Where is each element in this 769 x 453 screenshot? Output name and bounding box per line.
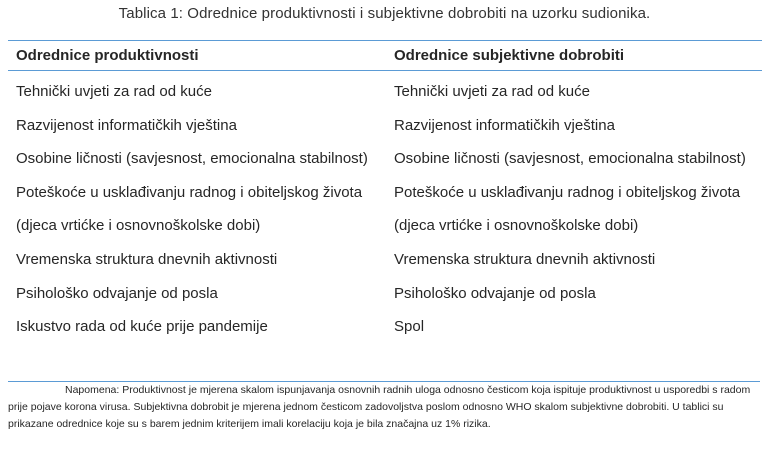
wellbeing-cell: Poteškoće u usklađivanju radnog i obiteljskog života (djeca vrtićke i osnovnoškolske dobi): [394, 183, 741, 235]
wellbeing-cell: Tehnički uvjeti za rad od kuće: [394, 83, 590, 100]
table-row: [8, 176, 762, 243]
table-header-row: [8, 41, 762, 70]
productivity-cell: Vremenska struktura dnevnih aktivnosti: [16, 250, 278, 268]
productivity-cell: Poteškoće u usklađivanju radnog i obiteljskog života (djeca vrtićke i osnovnoškolske dobi): [16, 183, 363, 235]
productivity-cell: Psihološko odvajanje od posla: [16, 284, 218, 302]
productivity-cell: Razvijenost informatičkih vještina: [16, 116, 237, 134]
wellbeing-cell: Razvijenost informatičkih vještina: [394, 116, 615, 134]
table-caption: Tablica 1: Odrednice produktivnosti i subjektivne dobrobiti na uzorku sudionika.: [118, 5, 651, 22]
header-productivity: Odrednice produktivnosti: [16, 47, 199, 64]
header-wellbeing: Odrednice subjektivne dobrobiti: [394, 47, 625, 64]
table-note: [8, 381, 760, 433]
note-text: Napomena: Produktivnost je mjerena skalom ispunjavanja osnovnih radnih uloga odnosno česticom koja ispituje produktivnost u usporedbi s radom prije pojave korona virusa. Subjektivna dobrobit je mjerena jednom česticom zadovoljstva poslom odnosno WHO skalom subjektivne dobrobiti. U tablici su prikazane odrednice koje su s barem jednim kriterijem imali korelaciju koja je bila značajna uz 1% rizika.: [8, 384, 751, 430]
productivity-cell: Iskustvo rada od kuće prije pandemije: [16, 318, 268, 336]
productivity-cell: Tehnički uvjeti za rad od kuće: [16, 83, 212, 100]
productivity-cell: Osobine ličnosti (savjesnost, emocionalna stabilnost): [16, 150, 368, 168]
table-row: [8, 109, 762, 143]
table-row: [8, 243, 762, 277]
table-body: [8, 71, 762, 344]
table-row: [8, 277, 762, 311]
table-row: [8, 75, 762, 109]
wellbeing-cell: Vremenska struktura dnevnih aktivnosti: [394, 250, 656, 268]
table-row: [8, 310, 762, 344]
table-row: [8, 142, 762, 176]
wellbeing-cell: Osobine ličnosti (savjesnost, emocionalna stabilnost): [394, 150, 746, 168]
wellbeing-cell: Psihološko odvajanje od posla: [394, 284, 596, 302]
wellbeing-cell: Spol: [394, 318, 425, 336]
determinants-table: [8, 40, 762, 344]
